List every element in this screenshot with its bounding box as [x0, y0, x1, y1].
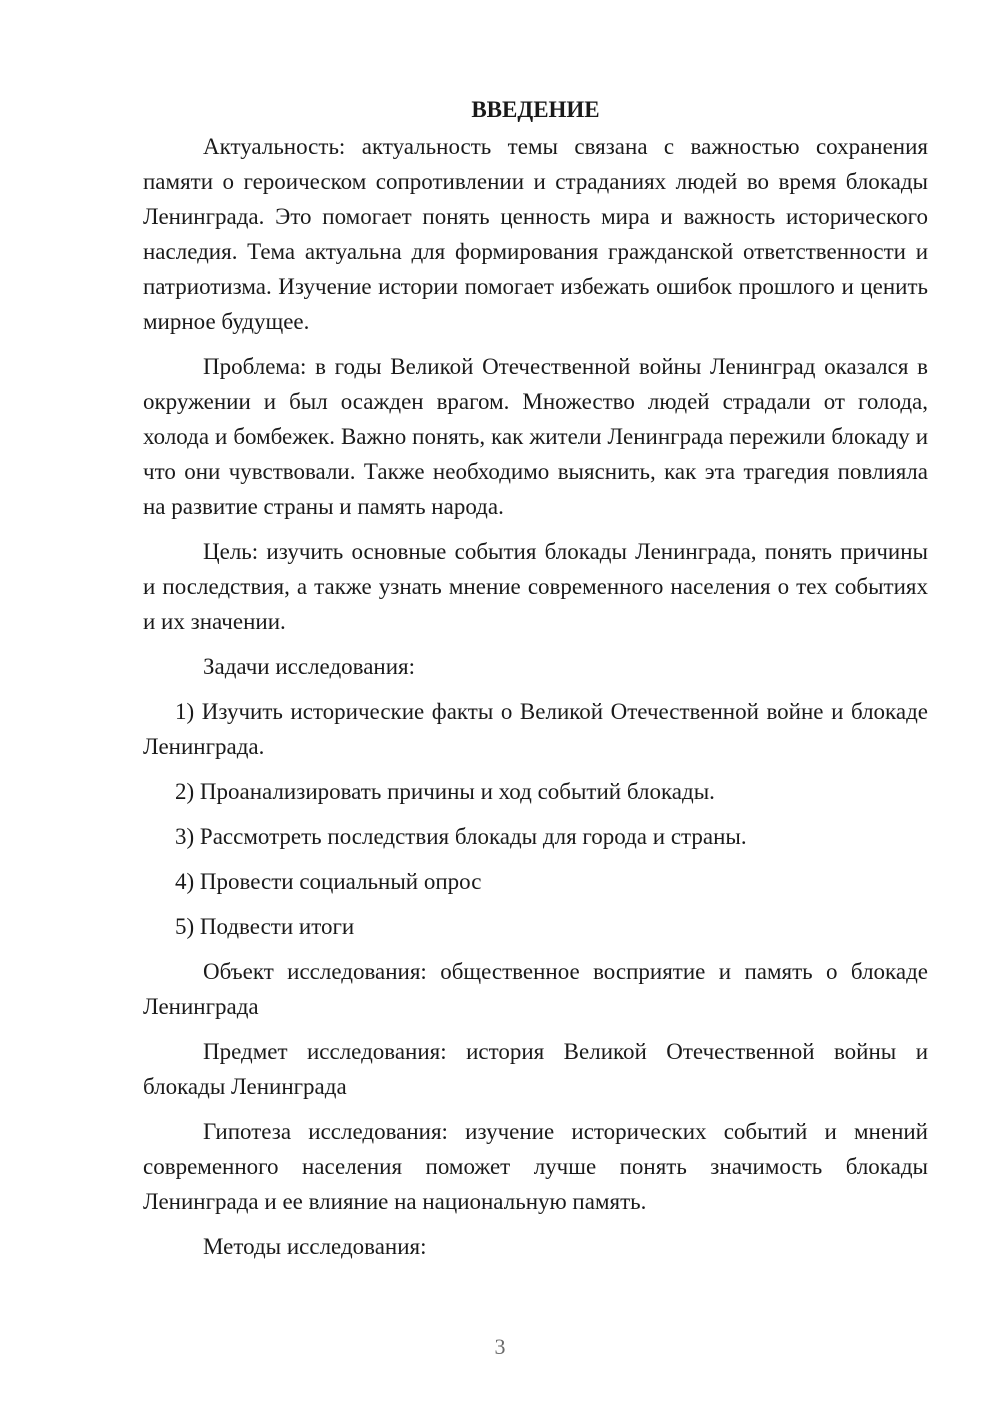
page-number: 3 — [494, 1334, 506, 1359]
paragraph-hypothesis: Гипотеза исследования: изучение исторических событий и мнений современного населения поможет лучше понять значимость блокады Ленинграда и ее влияние на национальную память. — [143, 1119, 928, 1214]
task-item-2: 2) Проанализировать причины и ход событий блокады. — [175, 779, 715, 804]
paragraph-tasks-heading: Задачи исследования: — [203, 654, 416, 679]
task-item-1: 1) Изучить исторические факты о Великой Отечественной войне и блокаде Ленинграда. — [143, 699, 928, 759]
paragraph-subject: Предмет исследования: история Великой Отечественной войны и блокады Ленинграда — [143, 1039, 928, 1099]
task-item-3: 3) Рассмотреть последствия блокады для города и страны. — [175, 824, 747, 849]
section-title: ВВЕДЕНИЕ — [471, 97, 600, 122]
paragraph-relevance: Актуальность: актуальность темы связана с важностью сохранения памяти о героическом сопротивлении и страданиях людей во время блокады Ленинграда. Это помогает понять ценность мира и важность исторического наследия. Тема актуальна для формирования гражданской ответственности и патриотизма. Изучение истории помогает избежать ошибок прошлого и ценить мирное будущее. — [143, 134, 928, 334]
page-content — [143, 92, 928, 1274]
paragraph-problem: Проблема: в годы Великой Отечественной войны Ленинград оказался в окружении и был осажден врагом. Множество людей страдали от голода, холода и бомбежек. Важно понять, как жители Ленинграда пережили блокаду и что они чувствовали. Также необходимо выяснить, как эта трагедия повлияла на развитие страны и память народа. — [143, 354, 928, 519]
paragraph-object: Объект исследования: общественное восприятие и память о блокаде Ленинграда — [143, 959, 928, 1019]
paragraph-goal: Цель: изучить основные события блокады Ленинграда, понять причины и последствия, а также узнать мнение современного населения о тех событиях и их значении. — [143, 539, 928, 634]
task-item-4: 4) Провести социальный опрос — [175, 869, 482, 894]
paragraph-methods: Методы исследования: — [203, 1234, 427, 1259]
task-item-5: 5) Подвести итоги — [175, 914, 355, 939]
